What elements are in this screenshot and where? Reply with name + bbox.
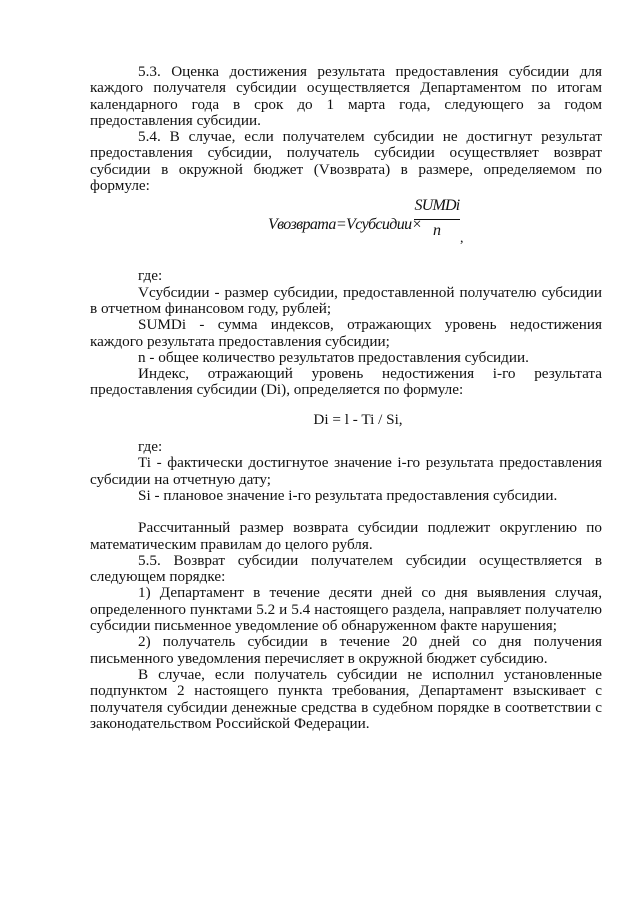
fraction-bar (414, 219, 460, 220)
formula-fraction (414, 196, 460, 240)
definition-vsubsidy: Vсубсидии - размер субсидии, предоставленной получателю субсидии в отчетном финансовом году, рублей; (90, 283, 602, 317)
definition-sumdi: SUMDi - сумма индексов, отражающих уровень недостижения каждого результата предоставления субсидии; (90, 316, 602, 350)
where-label-1: где: (138, 267, 163, 285)
paragraph-index: Индекс, отражающий уровень недостижения i-го результата предоставления субсидии (Di), определяется по формуле: (90, 365, 602, 399)
paragraph-5-3: 5.3. Оценка достижения результата предоставления субсидии для каждого получателя субсидии осуществляется Департаментом по итогам календарного года в срок до 1 марта года, следующего за годом предоставления субсидии. (90, 63, 602, 129)
formula-trailing-comma: , (460, 231, 464, 247)
formula-lhs: Vвозврата=Vсубсидии× (268, 216, 422, 234)
formula-denominator: n (433, 222, 441, 240)
formula-numerator: SUMDi (414, 197, 460, 215)
document-page (90, 64, 602, 732)
definition-ti: Ti - фактически достигнутое значение i-го результата предоставления субсидии на отчетную дату; (90, 454, 602, 488)
where-label-2: где: (138, 438, 163, 456)
definition-si: Si - плановое значение i-го результата предоставления субсидии. (138, 486, 558, 504)
paragraph-final: В случае, если получатель субсидии не исполнил установленные подпунктом 2 настоящего пункта требования, Департамент взыскивает с получателя субсидии денежные средства в судебном порядке в соответствии с законодательством Российской Федерации. (90, 665, 602, 732)
formula-di: Di = l - Ti / Si, (313, 410, 403, 428)
paragraph-rounding: Рассчитанный размер возврата субсидии подлежит округлению по математическим правилам до целого рубля. (90, 519, 602, 553)
paragraph-5-4: 5.4. В случае, если получателем субсидии не достигнут результат предоставления субсидии, получатель субсидии осуществляет возврат субсидии в окружной бюджет (Vвозврата) в размере, определяемом по формуле: (90, 128, 602, 195)
definition-n: n - общее количество результатов предоставления субсидии. (138, 348, 529, 366)
list-item-2: 2) получатель субсидии в течение 20 дней со дня получения письменного уведомления перечисляет в окружной бюджет субсидию. (90, 633, 602, 667)
list-item-1: 1) Департамент в течение десяти дней со дня выявления случая, определенного пунктами 5.2 и 5.4 настоящего раздела, направляет получателю субсидии письменное уведомление об обнаруженном факте нарушения; (90, 584, 602, 635)
paragraph-5-5: 5.5. Возврат субсидии получателем субсидии осуществляется в следующем порядке: (90, 551, 602, 586)
formula-return-amount (90, 194, 602, 268)
spacer (90, 504, 602, 520)
